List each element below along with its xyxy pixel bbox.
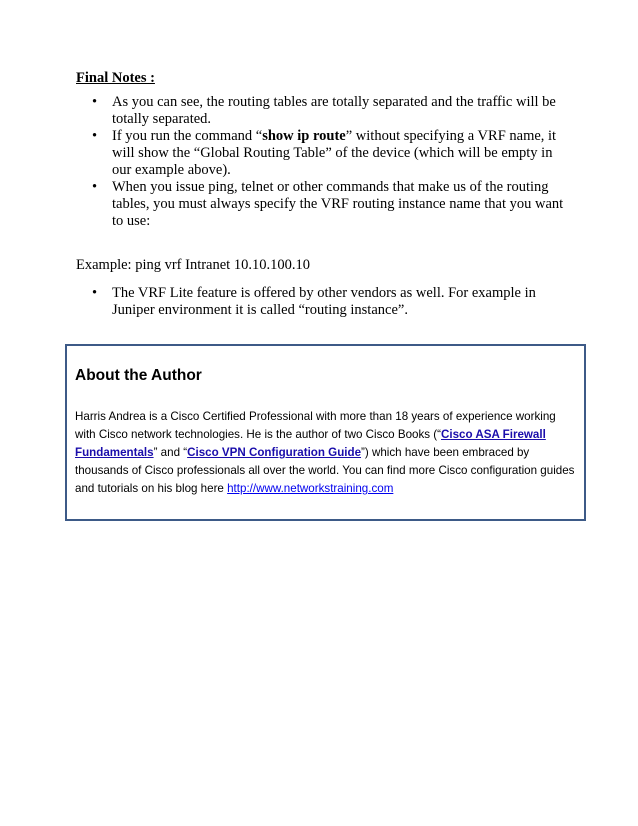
list-item-text: The VRF Lite feature is offered by other vendors as well. For example in Juniper environment it is called “routing instance”. bbox=[112, 285, 536, 318]
book-link-vpn-guide[interactable]: Cisco VPN Configuration Guide bbox=[187, 446, 362, 459]
about-author-title: About the Author bbox=[75, 367, 202, 384]
list-item bbox=[92, 285, 572, 319]
bullet-icon: • bbox=[92, 128, 98, 144]
author-bio bbox=[75, 408, 575, 498]
list-item-text: As you can see, the routing tables are totally separated and the traffic will be totally separated. bbox=[112, 94, 556, 127]
list-item-text: ” without specifying a VRF name, it will show the “Global Routing Table” of the device (which will be empty in our example above). bbox=[112, 128, 557, 178]
command-text: show ip route bbox=[262, 128, 346, 144]
list-item bbox=[92, 94, 572, 128]
bio-text: ” and “ bbox=[153, 446, 188, 459]
final-notes-heading: Final Notes : bbox=[76, 70, 155, 86]
bio-text: Harris Andrea is a Cisco Certified Professional with more than 18 years of experience working with Cisco network technologies. He is the author of two Cisco Books (“ bbox=[75, 410, 556, 441]
book-link-asa-firewall[interactable]: Cisco ASA Firewall Fundamentals bbox=[75, 428, 546, 459]
final-notes-list bbox=[92, 94, 572, 230]
bio-text: ”) which have been embraced by thousands of Cisco professionals all over the world. You can find more Cisco configuration guides and tutorials on his blog here bbox=[75, 446, 575, 495]
list-item bbox=[92, 128, 572, 179]
bullet-icon: • bbox=[92, 94, 98, 110]
list-item-text: When you issue ping, telnet or other commands that make us of the routing tables, you must always specify the VRF routing instance name that you want to use: bbox=[112, 179, 564, 229]
final-notes-list-2 bbox=[92, 285, 572, 319]
bullet-icon: • bbox=[92, 285, 98, 301]
example-command: Example: ping vrf Intranet 10.10.100.10 bbox=[76, 257, 310, 273]
list-item bbox=[92, 179, 572, 230]
bullet-icon: • bbox=[92, 179, 98, 195]
about-author-box bbox=[65, 344, 586, 521]
blog-link[interactable]: http://www.networkstraining.com bbox=[227, 482, 394, 495]
list-item-text: If you run the command “ bbox=[112, 128, 263, 144]
